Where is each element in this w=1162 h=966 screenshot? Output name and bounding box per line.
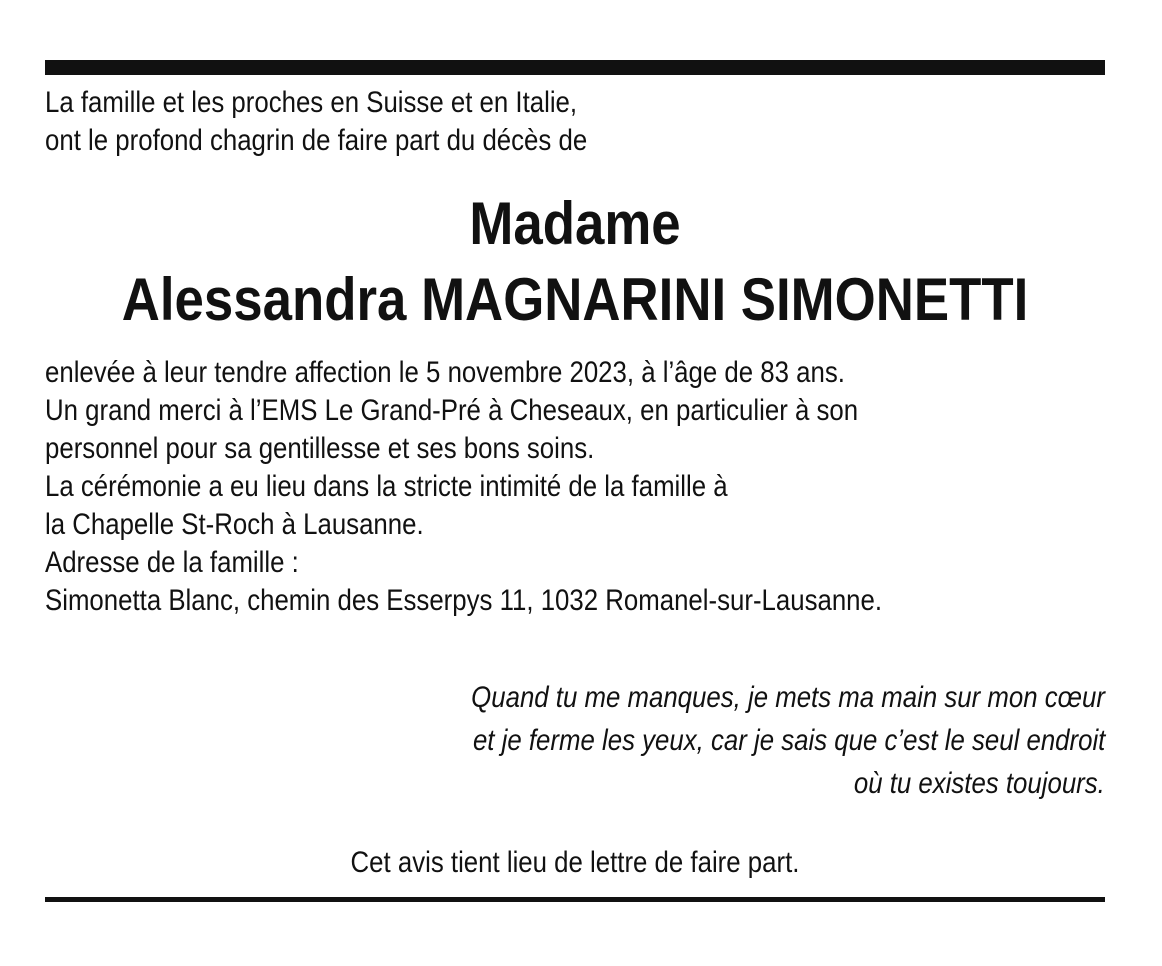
top-rule (45, 60, 1105, 75)
deceased-name-block (45, 186, 1105, 338)
body-line: la Chapelle St-Roch à Lausanne. (45, 508, 424, 541)
deceased-name: Alessandra MAGNARINI SIMONETTI (121, 266, 1029, 333)
quote-line: où tu existes toujours. (854, 767, 1105, 800)
honorific: Madame (469, 190, 681, 257)
intro-line-1: La famille et les proches en Suisse et en Italie, (45, 86, 578, 119)
obituary-notice (45, 0, 1105, 966)
body-line: La cérémonie a eu lieu dans la stricte intimité de la famille à (45, 470, 728, 503)
bottom-rule (45, 897, 1105, 902)
closing-statement (45, 843, 1105, 883)
closing-text: Cet avis tient lieu de lettre de faire part. (350, 846, 800, 879)
quote-line: et je ferme les yeux, car je sais que c’est le seul endroit (472, 724, 1105, 757)
body-line: Un grand merci à l’EMS Le Grand-Pré à Cheseaux, en particulier à son (45, 394, 859, 427)
quote-line: Quand tu me manques, je mets ma main sur mon cœur (471, 681, 1105, 714)
body-line: Simonetta Blanc, chemin des Esserpys 11, 1032 Romanel-sur-Lausanne. (45, 584, 883, 617)
intro-line-2: ont le profond chagrin de faire part du décès de (45, 124, 588, 157)
body-line: Adresse de la famille : (45, 546, 299, 579)
body-line: enlevée à leur tendre affection le 5 novembre 2023, à l’âge de 83 ans. (45, 356, 845, 389)
body-line: personnel pour sa gentillesse et ses bons soins. (45, 432, 595, 465)
